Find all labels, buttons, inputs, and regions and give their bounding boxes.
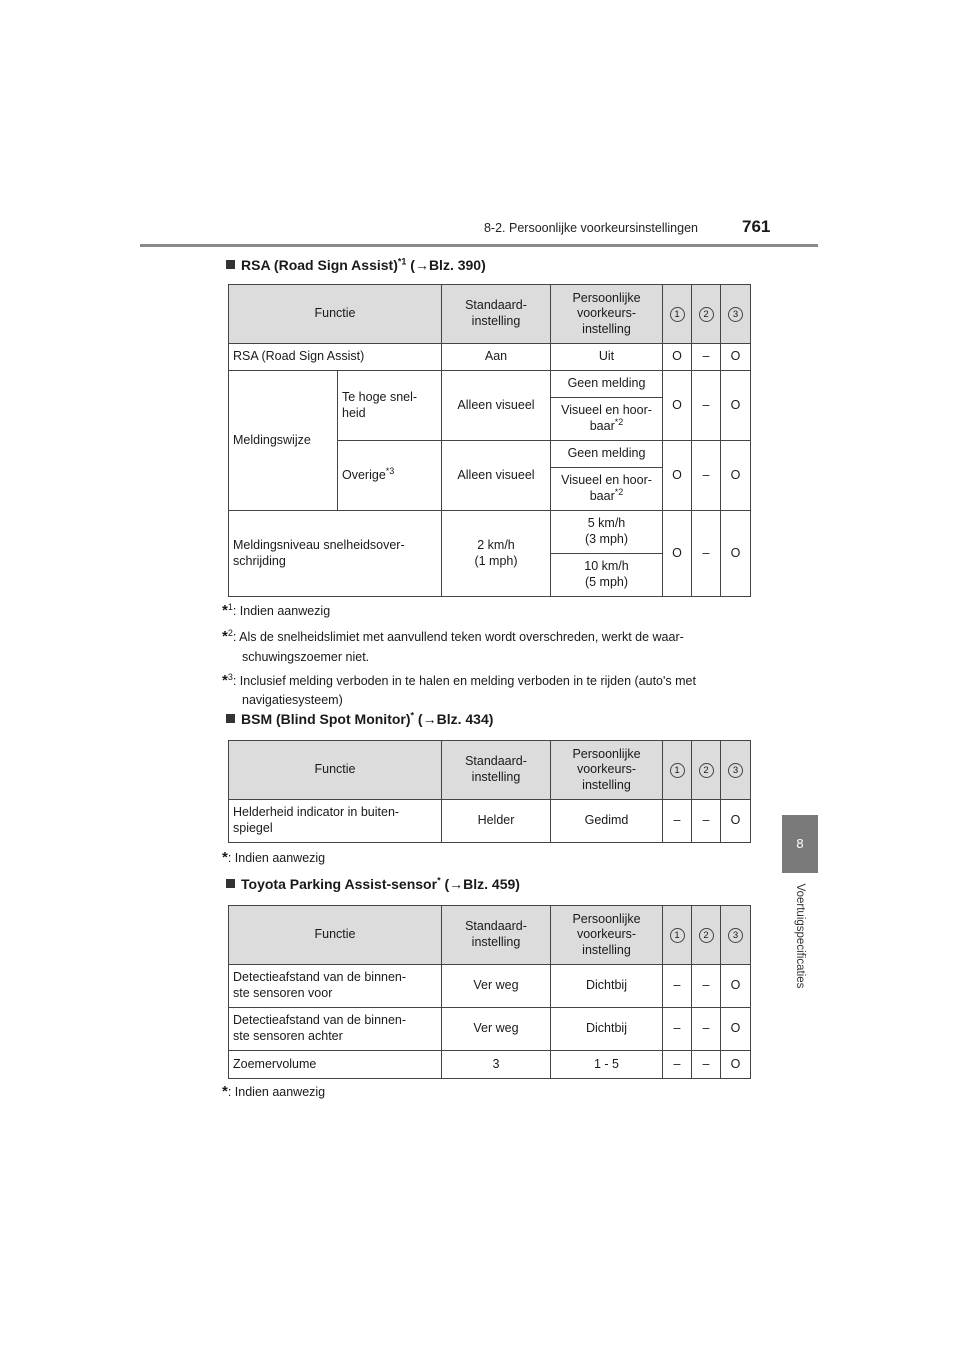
cell-c2: – bbox=[692, 511, 721, 597]
cell-std: Alleen visueel bbox=[442, 441, 551, 511]
cell-c1: O bbox=[663, 511, 692, 597]
cell-pers: Dichtbij bbox=[551, 1008, 663, 1051]
col-2 bbox=[692, 285, 721, 344]
bsm-title: BSM (Blind Spot Monitor) bbox=[241, 711, 411, 727]
circled-1-icon: 1 bbox=[670, 928, 685, 943]
col-standaard: Standaard- instelling bbox=[442, 285, 551, 344]
cell-c3: O bbox=[721, 511, 751, 597]
cell-c1: – bbox=[663, 1008, 692, 1051]
footnote-1: *$^1$: Indien aanwezig bbox=[222, 601, 331, 619]
bsm-ref: (→Blz. 434) bbox=[414, 711, 494, 727]
col-2 bbox=[692, 741, 721, 800]
cell-pers: 1 - 5 bbox=[551, 1051, 663, 1079]
cell-c1: – bbox=[663, 965, 692, 1008]
bsm-title-sup: * bbox=[410, 710, 415, 721]
circled-1-icon: 1 bbox=[670, 307, 685, 322]
table-row bbox=[229, 800, 751, 843]
cell-functie: Detectieafstand van de binnen- ste sensoren voor bbox=[229, 965, 442, 1008]
col-3 bbox=[721, 285, 751, 344]
col-1 bbox=[663, 285, 692, 344]
cell-pers: Dichtbij bbox=[551, 965, 663, 1008]
circled-2-icon: 2 bbox=[699, 763, 714, 778]
tpa-heading bbox=[226, 876, 520, 892]
cell-pers: Geen melding bbox=[551, 441, 663, 468]
cell-pers: Uit bbox=[551, 344, 663, 371]
cell-c1: – bbox=[663, 1051, 692, 1079]
footnote-3: *$^3$: Inclusief melding verboden in te halen en melding verboden in te rijden (auto's met navigatiesysteem) bbox=[222, 671, 696, 708]
cell-c3: O bbox=[721, 1051, 751, 1079]
cell-std: Ver weg bbox=[442, 1008, 551, 1051]
cell-c2: – bbox=[692, 965, 721, 1008]
cell-c2: – bbox=[692, 800, 721, 843]
bsm-heading bbox=[226, 711, 493, 727]
col-3 bbox=[721, 906, 751, 965]
cell-pers: 5 km/h (3 mph) bbox=[551, 511, 663, 554]
cell-std: 3 bbox=[442, 1051, 551, 1079]
table-row bbox=[229, 965, 751, 1008]
cell-subfunctie: Te hoge snel- heid bbox=[338, 371, 442, 441]
table-header-row bbox=[229, 741, 751, 800]
col-standaard: Standaard- instelling bbox=[442, 741, 551, 800]
bsm-table bbox=[228, 740, 751, 843]
circled-1-icon: 1 bbox=[670, 763, 685, 778]
bullet-square-icon bbox=[226, 879, 235, 888]
table-header-row bbox=[229, 906, 751, 965]
circled-3-icon: 3 bbox=[728, 763, 743, 778]
cell-std: Helder bbox=[442, 800, 551, 843]
cell-pers: 10 km/h (5 mph) bbox=[551, 554, 663, 597]
cell-c3: O bbox=[721, 1008, 751, 1051]
col-functie: Functie bbox=[229, 741, 442, 800]
bsm-footnote: *: Indien aanwezig bbox=[222, 849, 326, 866]
circled-3-icon: 3 bbox=[728, 307, 743, 322]
cell-std: 2 km/h (1 mph) bbox=[442, 511, 551, 597]
table-header-row bbox=[229, 285, 751, 344]
col-functie: Functie bbox=[229, 906, 442, 965]
cell-pers: Visueel en hoor- baar$^{*2}$ bbox=[551, 398, 663, 441]
col-standaard: Standaard- instelling bbox=[442, 906, 551, 965]
cell-std: Alleen visueel bbox=[442, 371, 551, 441]
cell-c3: O bbox=[721, 441, 751, 511]
cell-std: Ver weg bbox=[442, 965, 551, 1008]
tpa-footnote: *: Indien aanwezig bbox=[222, 1083, 326, 1100]
col-1 bbox=[663, 906, 692, 965]
cell-c2: – bbox=[692, 371, 721, 441]
cell-pers: Visueel en hoor- baar$^{*2}$ bbox=[551, 468, 663, 511]
circled-2-icon: 2 bbox=[699, 928, 714, 943]
rsa-title: RSA (Road Sign Assist) bbox=[241, 257, 398, 273]
header-rule bbox=[140, 244, 818, 247]
page-number: 761 bbox=[742, 217, 771, 236]
cell-functie: Meldingsniveau snelheidsover- schrijding bbox=[229, 511, 442, 597]
chapter-tab: 8 bbox=[782, 815, 818, 873]
cell-functie: Zoemervolume bbox=[229, 1051, 442, 1079]
cell-subfunctie: Overige$^{*3}$ bbox=[338, 441, 442, 511]
cell-c1: O bbox=[663, 371, 692, 441]
table-row bbox=[229, 1008, 751, 1051]
cell-std: Aan bbox=[442, 344, 551, 371]
cell-c1: – bbox=[663, 800, 692, 843]
circled-2-icon: 2 bbox=[699, 307, 714, 322]
cell-functie: Meldingswijze bbox=[229, 371, 338, 511]
col-persoonlijke: Persoonlijke voorkeurs- instelling bbox=[551, 285, 663, 344]
table-row bbox=[229, 1051, 751, 1079]
table-row bbox=[229, 371, 751, 398]
cell-c2: – bbox=[692, 344, 721, 371]
col-2 bbox=[692, 906, 721, 965]
cell-c3: O bbox=[721, 371, 751, 441]
cell-c1: O bbox=[663, 441, 692, 511]
cell-c2: – bbox=[692, 1008, 721, 1051]
cell-pers: Geen melding bbox=[551, 371, 663, 398]
tpa-title: Toyota Parking Assist-sensor bbox=[241, 876, 438, 892]
cell-c3: O bbox=[721, 344, 751, 371]
rsa-title-sup: *1 bbox=[397, 256, 407, 267]
bullet-square-icon bbox=[226, 260, 235, 269]
circled-3-icon: 3 bbox=[728, 928, 743, 943]
bullet-square-icon bbox=[226, 714, 235, 723]
cell-functie: Helderheid indicator in buiten- spiegel bbox=[229, 800, 442, 843]
rsa-ref: (→Blz. 390) bbox=[406, 257, 486, 273]
cell-c3: O bbox=[721, 965, 751, 1008]
rsa-footnotes bbox=[222, 600, 752, 710]
table-row bbox=[229, 344, 751, 371]
cell-c2: – bbox=[692, 441, 721, 511]
cell-c3: O bbox=[721, 800, 751, 843]
cell-pers: Gedimd bbox=[551, 800, 663, 843]
tpa-table bbox=[228, 905, 751, 1079]
cell-c1: O bbox=[663, 344, 692, 371]
footnote-2: *$^2$: Als de snelheidslimiet met aanvullend teken wordt overschreden, werkt de waar- schuwingszoemer niet. bbox=[222, 627, 684, 664]
cell-functie: RSA (Road Sign Assist) bbox=[229, 344, 442, 371]
rsa-table bbox=[228, 284, 751, 597]
col-persoonlijke: Persoonlijke voorkeurs- instelling bbox=[551, 906, 663, 965]
col-3 bbox=[721, 741, 751, 800]
chapter-label-text: Voertuigspecificaties bbox=[794, 883, 806, 989]
tpa-title-sup: * bbox=[437, 875, 441, 886]
cell-c2: – bbox=[692, 1051, 721, 1079]
col-1 bbox=[663, 741, 692, 800]
rsa-heading bbox=[226, 257, 486, 273]
col-functie: Functie bbox=[229, 285, 442, 344]
cell-functie: Detectieafstand van de binnen- ste sensoren achter bbox=[229, 1008, 442, 1051]
table-row bbox=[229, 511, 751, 554]
col-persoonlijke: Persoonlijke voorkeurs- instelling bbox=[551, 741, 663, 800]
tpa-ref: (→Blz. 459) bbox=[440, 876, 520, 892]
section-title: 8-2. Persoonlijke voorkeursinstellingen bbox=[483, 221, 698, 235]
